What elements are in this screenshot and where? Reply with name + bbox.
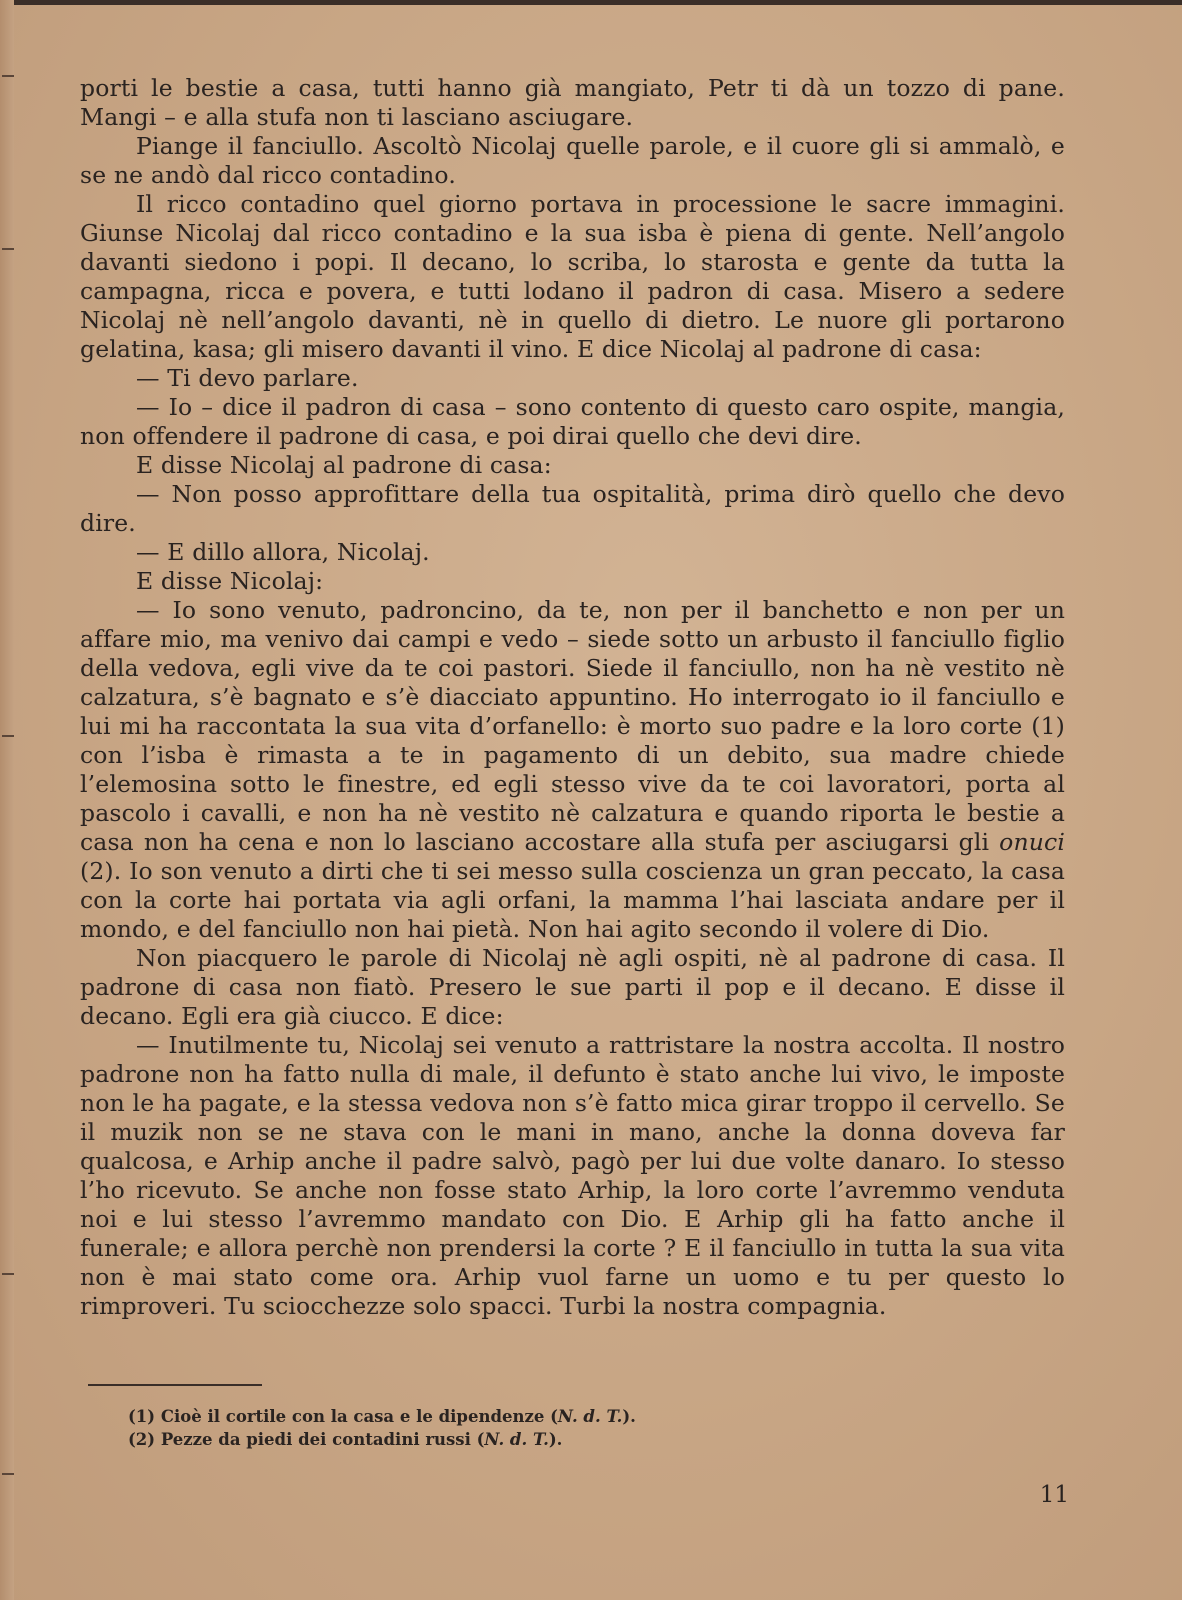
paragraph: — Io – dice il padron di casa – sono contento di questo caro ospite, mangia, non offendere il padrone di casa, e poi dirai quello che devi dire.	[80, 393, 1065, 450]
paragraph: — Non posso approfittare della tua ospitalità, prima dirò quello che devo dire.	[80, 480, 1065, 537]
paragraph: porti le bestie a casa, tutti hanno già mangiato, Petr ti dà un tozzo di pane. Mangi – e alla stufa non ti lasciano asciugare.	[80, 74, 1065, 131]
paragraph: E disse Nicolaj:	[136, 567, 324, 595]
italic-term: onuci	[999, 828, 1065, 856]
binding-mark	[2, 1273, 14, 1275]
footnote-text: ).	[622, 1407, 636, 1426]
binding-mark	[2, 248, 14, 250]
footnote-italic: N. d. T.	[557, 1407, 623, 1426]
paragraph-text: — Io sono venuto, padroncino, da te, non per il banchetto e non per un affare mio, ma venivo dai campi e vedo – siede sotto un arbusto il fanciullo figlio della vedova, egli vive da te coi pastori. Siede il fanciullo, non ha nè vestito nè calzatura, s’è bagnato e s’è diacciato appuntino. Ho interrogato io il fanciullo e lui mi ha raccontata la sua vita d’orfanello: è morto suo padre e la loro corte (1) con l’isba è rimasta a te in pagamento di un debito, sua madre chiede l’elemosina sotto le finestre, ed egli stesso vive da te coi lavoratori, porta al pascolo i cavalli, e non ha nè vestito nè calzatura e quando riporta le bestie a casa non ha cena e non lo lasciano accostare alla stufa per asciugarsi gli	[80, 596, 1065, 856]
binding-mark	[2, 1473, 14, 1475]
paragraph: E disse Nicolaj al padrone di casa:	[136, 451, 552, 479]
footnote-italic: N. d. T.	[484, 1430, 549, 1449]
footnote-divider	[88, 1384, 262, 1386]
footnote-2	[128, 1428, 636, 1451]
paragraph: Non piacquero le parole di Nicolaj nè agli ospiti, nè al padrone di casa. Il padrone di casa non fiatò. Presero le sue parti il pop e il decano. E disse il decano. Egli era già ciucco. E dice:	[80, 944, 1065, 1030]
paragraph: Il ricco contadino quel giorno portava in processione le sacre immagini. Giunse Nicolaj dal ricco contadino e la sua isba è piena di gente. Nell’angolo davanti siedono i popi. Il decano, lo scriba, lo starosta e gente da tutta la campagna, ricca e povera, e tutti lodano il padron di casa. Misero a sedere Nicolaj nè nell’angolo davanti, nè in quello di dietro. Le nuore gli portarono gelatina, kasa; gli misero davanti il vino. E dice Nicolaj al padrone di casa:	[80, 190, 1065, 363]
footnote-text: ).	[548, 1430, 563, 1449]
binding-mark	[2, 735, 14, 737]
footnote-text: (2) Pezze da piedi dei contadini russi (	[128, 1430, 485, 1449]
footnote-1	[128, 1405, 636, 1428]
paragraph: — Ti devo parlare.	[136, 364, 359, 392]
page-top-edge	[0, 0, 1182, 5]
footnote-text: (1) Cioè il cortile con la casa e le dipendenze (	[128, 1407, 558, 1426]
binding-mark	[2, 75, 14, 77]
footnotes	[128, 1405, 636, 1451]
paragraph	[80, 596, 1065, 944]
paragraph: — E dillo allora, Nicolaj.	[136, 538, 430, 566]
body-text	[80, 74, 1065, 1321]
paragraph: Piange il fanciullo. Ascoltò Nicolaj quelle parole, e il cuore gli si ammalò, e se ne andò dal ricco contadino.	[80, 132, 1065, 189]
page-number: 11	[1039, 1482, 1069, 1508]
paragraph-text: (2). Io son venuto a dirti che ti sei messo sulla coscienza un gran peccato, la casa con la corte hai portata via agli orfani, la mamma l’hai lasciata andare per il mondo, e del fanciullo non hai pietà. Non hai agito secondo il volere di Dio.	[80, 857, 1065, 943]
page-binding-edge	[0, 0, 14, 1600]
paragraph: — Inutilmente tu, Nicolaj sei venuto a rattristare la nostra accolta. Il nostro padrone non ha fatto nulla di male, il defunto è stato anche lui vivo, le imposte non le ha pagate, e la stessa vedova non s’è fatto mica girar troppo il cervello. Se il muzik non se ne stava con le mani in mano, anche la donna doveva far qualcosa, e Arhip anche il padre salvò, pagò per lui due volte danaro. Io stesso l’ho ricevuto. Se anche non fosse stato Arhip, la loro corte l’avremmo venduta noi e lui stesso l’avremmo mandato con Dio. E Arhip gli ha fatto anche il funerale; e allora perchè non prendersi la corte ? E il fanciullo in tutta la sua vita non è mai stato come ora. Arhip vuol farne un uomo e tu per questo lo rimproveri. Tu sciocchezze solo spacci. Turbi la nostra compagnia.	[80, 1031, 1065, 1320]
